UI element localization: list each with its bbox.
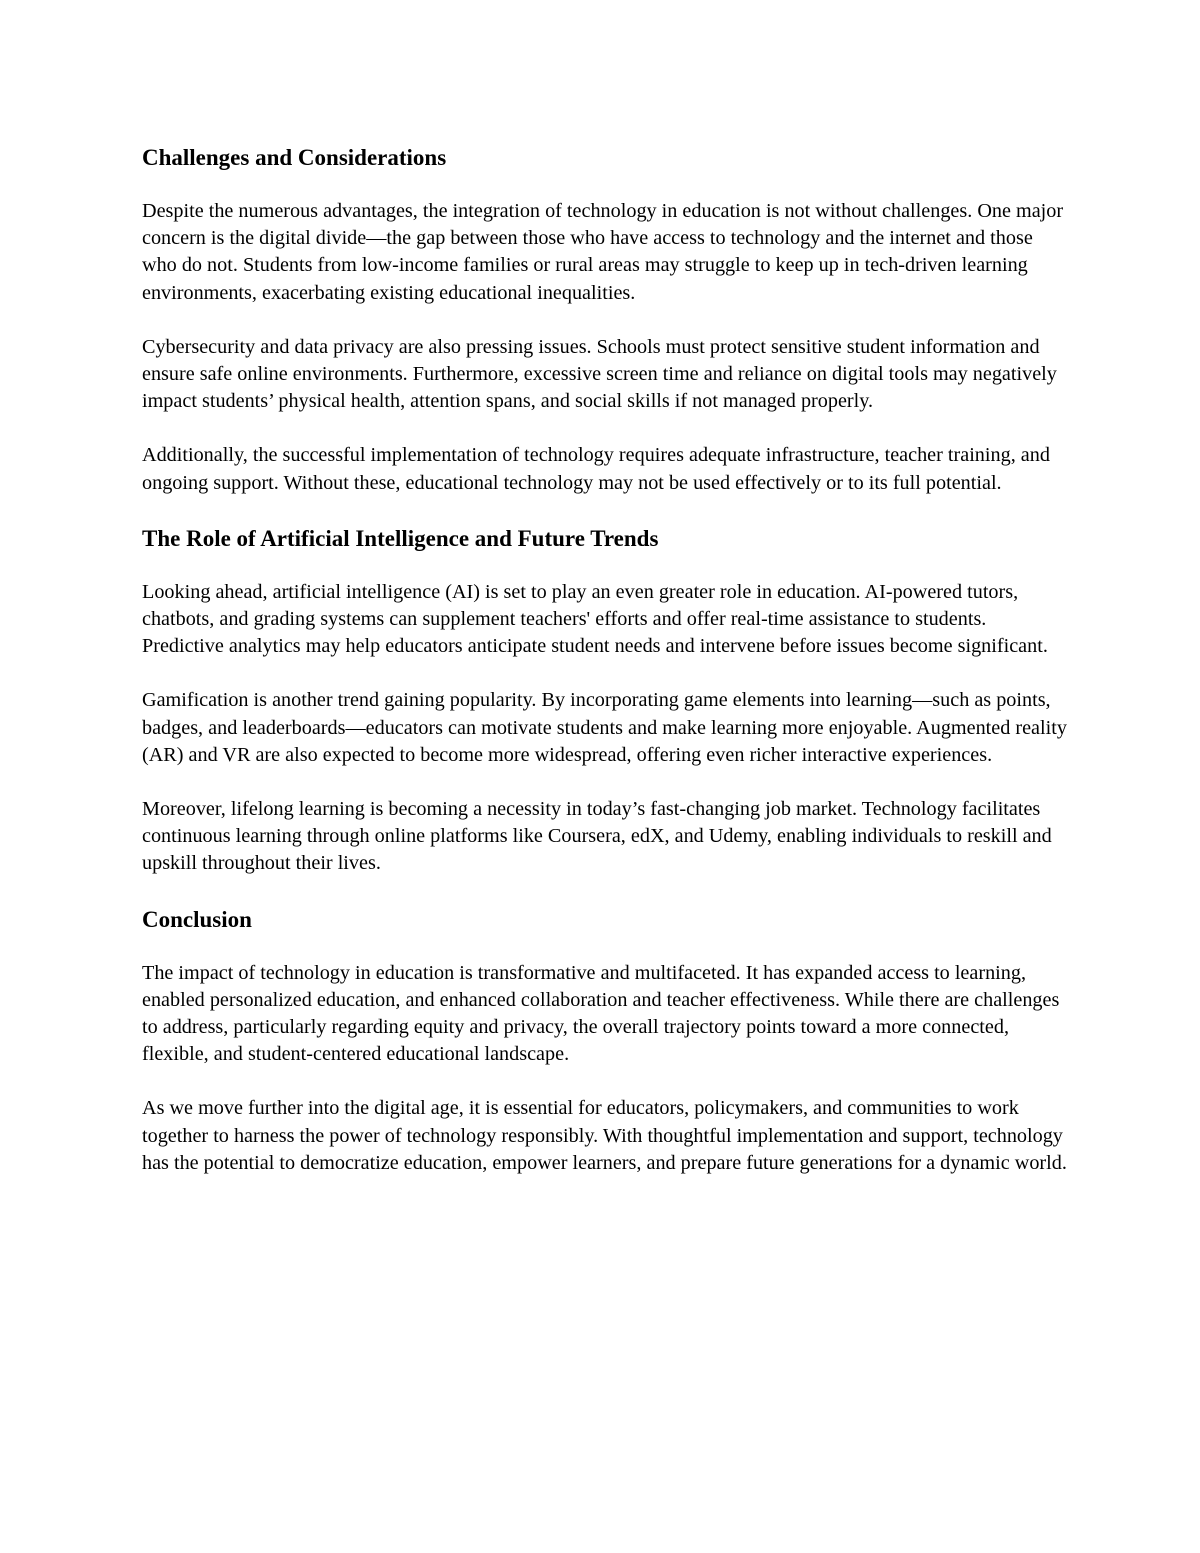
- paragraph: Despite the numerous advantages, the integration of technology in education is not without challenges. One major concern is the digital divide—the gap between those who have access to technology and the internet and those who do not. Students from low-income families or rural areas may struggle to keep up in tech-driven learning environments, exacerbating existing educational inequalities.: [142, 200, 1064, 304]
- paragraph: As we move further into the digital age, it is essential for educators, policymakers, and communities to work together to harness the power of technology responsibly. With thoughtful implementation and support, technology has the potential to democratize education, empower learners, and prepare future generations for a dynamic world.: [142, 1097, 1067, 1174]
- paragraph: Gamification is another trend gaining popularity. By incorporating game elements into learning—such as points, badges, and leaderboards—educators can motivate students and make learning more enjoyable. Augmented reality (AR) and VR are also expected to become more widespread, offering even richer interactive experiences.: [142, 689, 1067, 766]
- section-heading: Challenges and Considerations: [142, 145, 447, 170]
- paragraph: The impact of technology in education is transformative and multifaceted. It has expanded access to learning, enabled personalized education, and enhanced collaboration and teacher effectiveness. While there are challenges to address, particularly regarding equity and privacy, the overall trajectory points toward a more connected, flexible, and student-centered educational landscape.: [142, 961, 1060, 1066]
- section-heading: The Role of Artificial Intelligence and Future Trends: [142, 525, 659, 551]
- section-challenges: [142, 143, 1070, 497]
- paragraph: Cybersecurity and data privacy are also pressing issues. Schools must protect sensitive student information and ensure safe online environments. Furthermore, excessive screen time and reliance on digital tools may negatively impact students’ physical health, attention spans, and social skills if not managed properly.: [142, 335, 1057, 413]
- paragraph: Additionally, the successful implementation of technology requires adequate infrastructure, teacher training, and ongoing support. Without these, educational technology may not be used effectively or to its full potential.: [142, 444, 1050, 494]
- paragraph: Looking ahead, artificial intelligence (AI) is set to play an even greater role in education. AI-powered tutors, chatbots, and grading systems can supplement teachers' efforts and offer real-time assistance to students. Predictive analytics may help educators anticipate student needs and intervene before issues become significant.: [142, 580, 1048, 658]
- paragraph: Moreover, lifelong learning is becoming a necessity in today’s fast-changing job market. Technology facilitates continuous learning through online platforms like Coursera, edX, and Udemy, enabling individuals to reskill and upskill throughout their lives.: [142, 798, 1052, 875]
- section-ai-future-trends: [142, 524, 1070, 878]
- section-heading: Conclusion: [142, 906, 252, 932]
- document-body: [142, 143, 1070, 1177]
- section-conclusion: [142, 905, 1070, 1177]
